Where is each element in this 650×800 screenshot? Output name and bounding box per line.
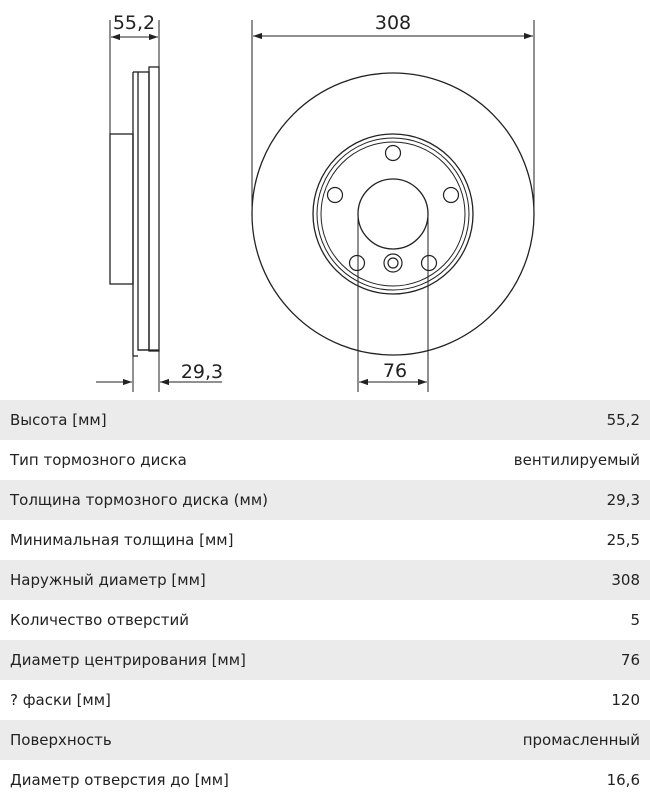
thickness-dimension	[96, 351, 223, 392]
front-view	[252, 73, 534, 355]
center-bore	[358, 179, 428, 249]
spec-value: 16,6	[606, 771, 640, 789]
bolt-hole	[422, 256, 437, 271]
center-bore-dimension	[358, 214, 428, 392]
spec-value: промасленный	[522, 731, 640, 749]
spec-value: 76	[620, 651, 640, 669]
bolt-hole	[444, 188, 459, 203]
center-bore-label: 76	[382, 360, 408, 382]
bolt-hole	[386, 146, 401, 161]
profile-outer-plate	[149, 67, 159, 351]
spec-row	[0, 560, 650, 600]
profile-inner-plate	[138, 72, 149, 350]
spec-value: вентилируемый	[513, 451, 640, 469]
spec-label: Толщина тормозного диска (мм)	[10, 491, 269, 509]
outer-diameter-label: 308	[374, 12, 412, 34]
height-dimension	[110, 12, 159, 134]
spec-row	[0, 440, 650, 480]
locating-screw-hole	[384, 254, 402, 272]
spec-label: Наружный диаметр [мм]	[10, 571, 206, 589]
spec-label: Диаметр центрирования [мм]	[10, 651, 246, 669]
spec-row	[0, 720, 650, 760]
profile-hat-flange	[110, 134, 133, 284]
thickness-dimension-label: 29,3	[180, 361, 224, 383]
specs-table	[0, 400, 650, 800]
side-profile-view	[110, 67, 159, 356]
spec-row	[0, 600, 650, 640]
spec-value: 308	[611, 571, 640, 589]
bolt-hole	[328, 188, 343, 203]
spec-label: Диаметр отверстия до [мм]	[10, 771, 229, 789]
spec-row	[0, 520, 650, 560]
height-dimension-label: 55,2	[112, 12, 156, 34]
spec-row	[0, 480, 650, 520]
spec-value: 55,2	[606, 411, 640, 429]
spec-row	[0, 400, 650, 440]
friction-ring-inner-edge	[313, 134, 473, 294]
spec-label: Высота [мм]	[10, 411, 107, 429]
bolt-holes	[328, 146, 459, 271]
spec-label: Количество отверстий	[10, 611, 190, 629]
spec-row	[0, 640, 650, 680]
spec-value: 5	[630, 611, 640, 629]
disc-outer-edge	[252, 73, 534, 355]
hat-step	[321, 142, 465, 286]
bolt-hole	[350, 256, 365, 271]
spec-value: 120	[611, 691, 640, 709]
spec-value: 25,5	[606, 531, 640, 549]
spec-label: ? фаски [мм]	[10, 691, 111, 709]
spec-row	[0, 680, 650, 720]
spec-value: 29,3	[606, 491, 640, 509]
spec-label: Поверхность	[10, 731, 112, 749]
spec-label: Тип тормозного диска	[10, 451, 187, 469]
spec-row	[0, 760, 650, 800]
spec-label: Минимальная толщина [мм]	[10, 531, 234, 549]
